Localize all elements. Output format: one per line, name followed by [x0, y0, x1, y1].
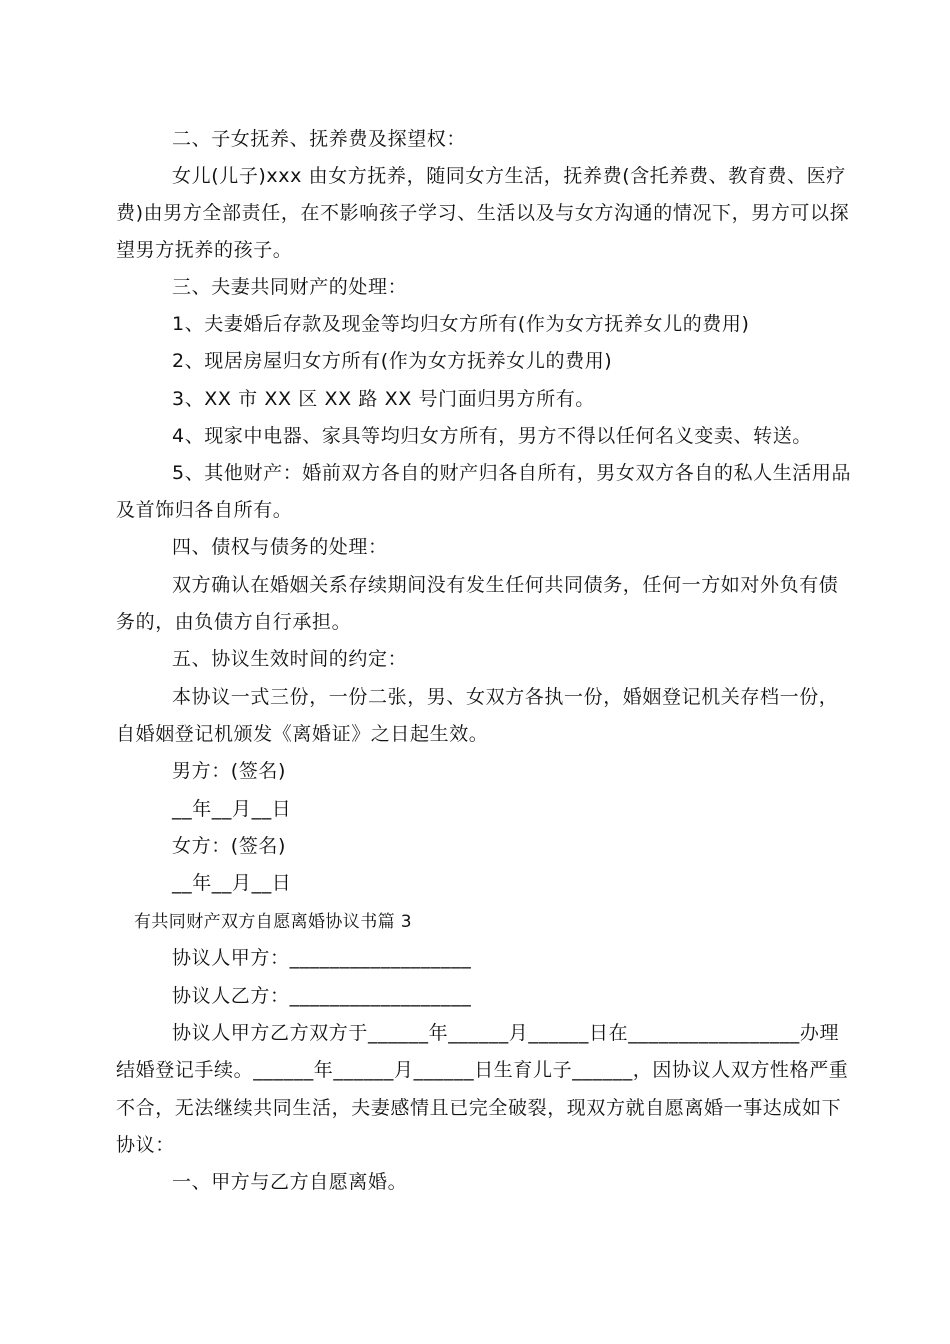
paragraph-line: 自婚姻登记机颁发《离婚证》之日起生效。: [116, 723, 489, 745]
paragraph-line: 望男方抚养的孩子。: [116, 239, 293, 261]
paragraph-line: 及首饰归各自所有。: [116, 499, 293, 521]
paragraph-line: 不合，无法继续共同生活，夫妻感情且已完全破裂，现双方就自愿离婚一事达成如下: [116, 1097, 842, 1119]
list-item: 4、现家中电器、家具等均归女方所有，男方不得以任何名义变卖、转送。: [172, 425, 812, 447]
section-heading-property: 三、夫妻共同财产的处理：: [172, 276, 408, 298]
section-heading-divorce: 一、甲方与乙方自愿离婚。: [172, 1171, 408, 1193]
paragraph-line: 女儿(儿子)xxx 由女方抚养，随同女方生活，抚养费(含托养费、教育费、医疗: [172, 165, 846, 187]
section-heading-effective-date: 五、协议生效时间的约定：: [172, 648, 408, 670]
paragraph-line: 协议人甲方乙方双方于______年______月______日在_________________办理: [172, 1022, 840, 1044]
list-item: 1、夫妻婚后存款及现金等均归女方所有(作为女方抚养女儿的费用): [172, 313, 750, 335]
list-item: 5、其他财产：婚前双方各自的财产归各自所有，男女双方各自的私人生活用品: [172, 462, 852, 484]
date-line: __年__月__日: [172, 872, 292, 894]
signature-male: 男方：(签名): [172, 760, 287, 782]
party-b-field: 协议人乙方：__________________: [172, 985, 472, 1007]
paragraph-line: 费)由男方全部责任，在不影响孩子学习、生活以及与女方沟通的情况下，男方可以探: [116, 202, 850, 224]
paragraph-line: 结婚登记手续。______年______月______日生育儿子______，因协议人双方性格严重: [116, 1059, 849, 1081]
paragraph-line: 本协议一式三份，一份二张，男、女双方各执一份，婚姻登记机关存档一份，: [172, 686, 839, 708]
date-line: __年__月__日: [172, 798, 292, 820]
section-heading-child-custody: 二、子女抚养、抚养费及探望权：: [172, 128, 467, 150]
section-heading-debts: 四、债权与债务的处理：: [172, 536, 388, 558]
party-a-field: 协议人甲方：__________________: [172, 947, 472, 969]
list-item: 2、现居房屋归女方所有(作为女方抚养女儿的费用): [172, 350, 613, 372]
signature-female: 女方：(签名): [172, 835, 287, 857]
paragraph-line: 协议：: [116, 1134, 175, 1156]
paragraph-line: 务的，由负债方自行承担。: [116, 611, 352, 633]
list-item: 3、XX 市 XX 区 XX 路 XX 号门面归男方所有。: [172, 388, 595, 410]
paragraph-line: 双方确认在婚姻关系存续期间没有发生任何共同债务，任何一方如对外负有债: [172, 574, 839, 596]
agreement-title: 有共同财产双方自愿离婚协议书篇 3: [134, 912, 413, 932]
